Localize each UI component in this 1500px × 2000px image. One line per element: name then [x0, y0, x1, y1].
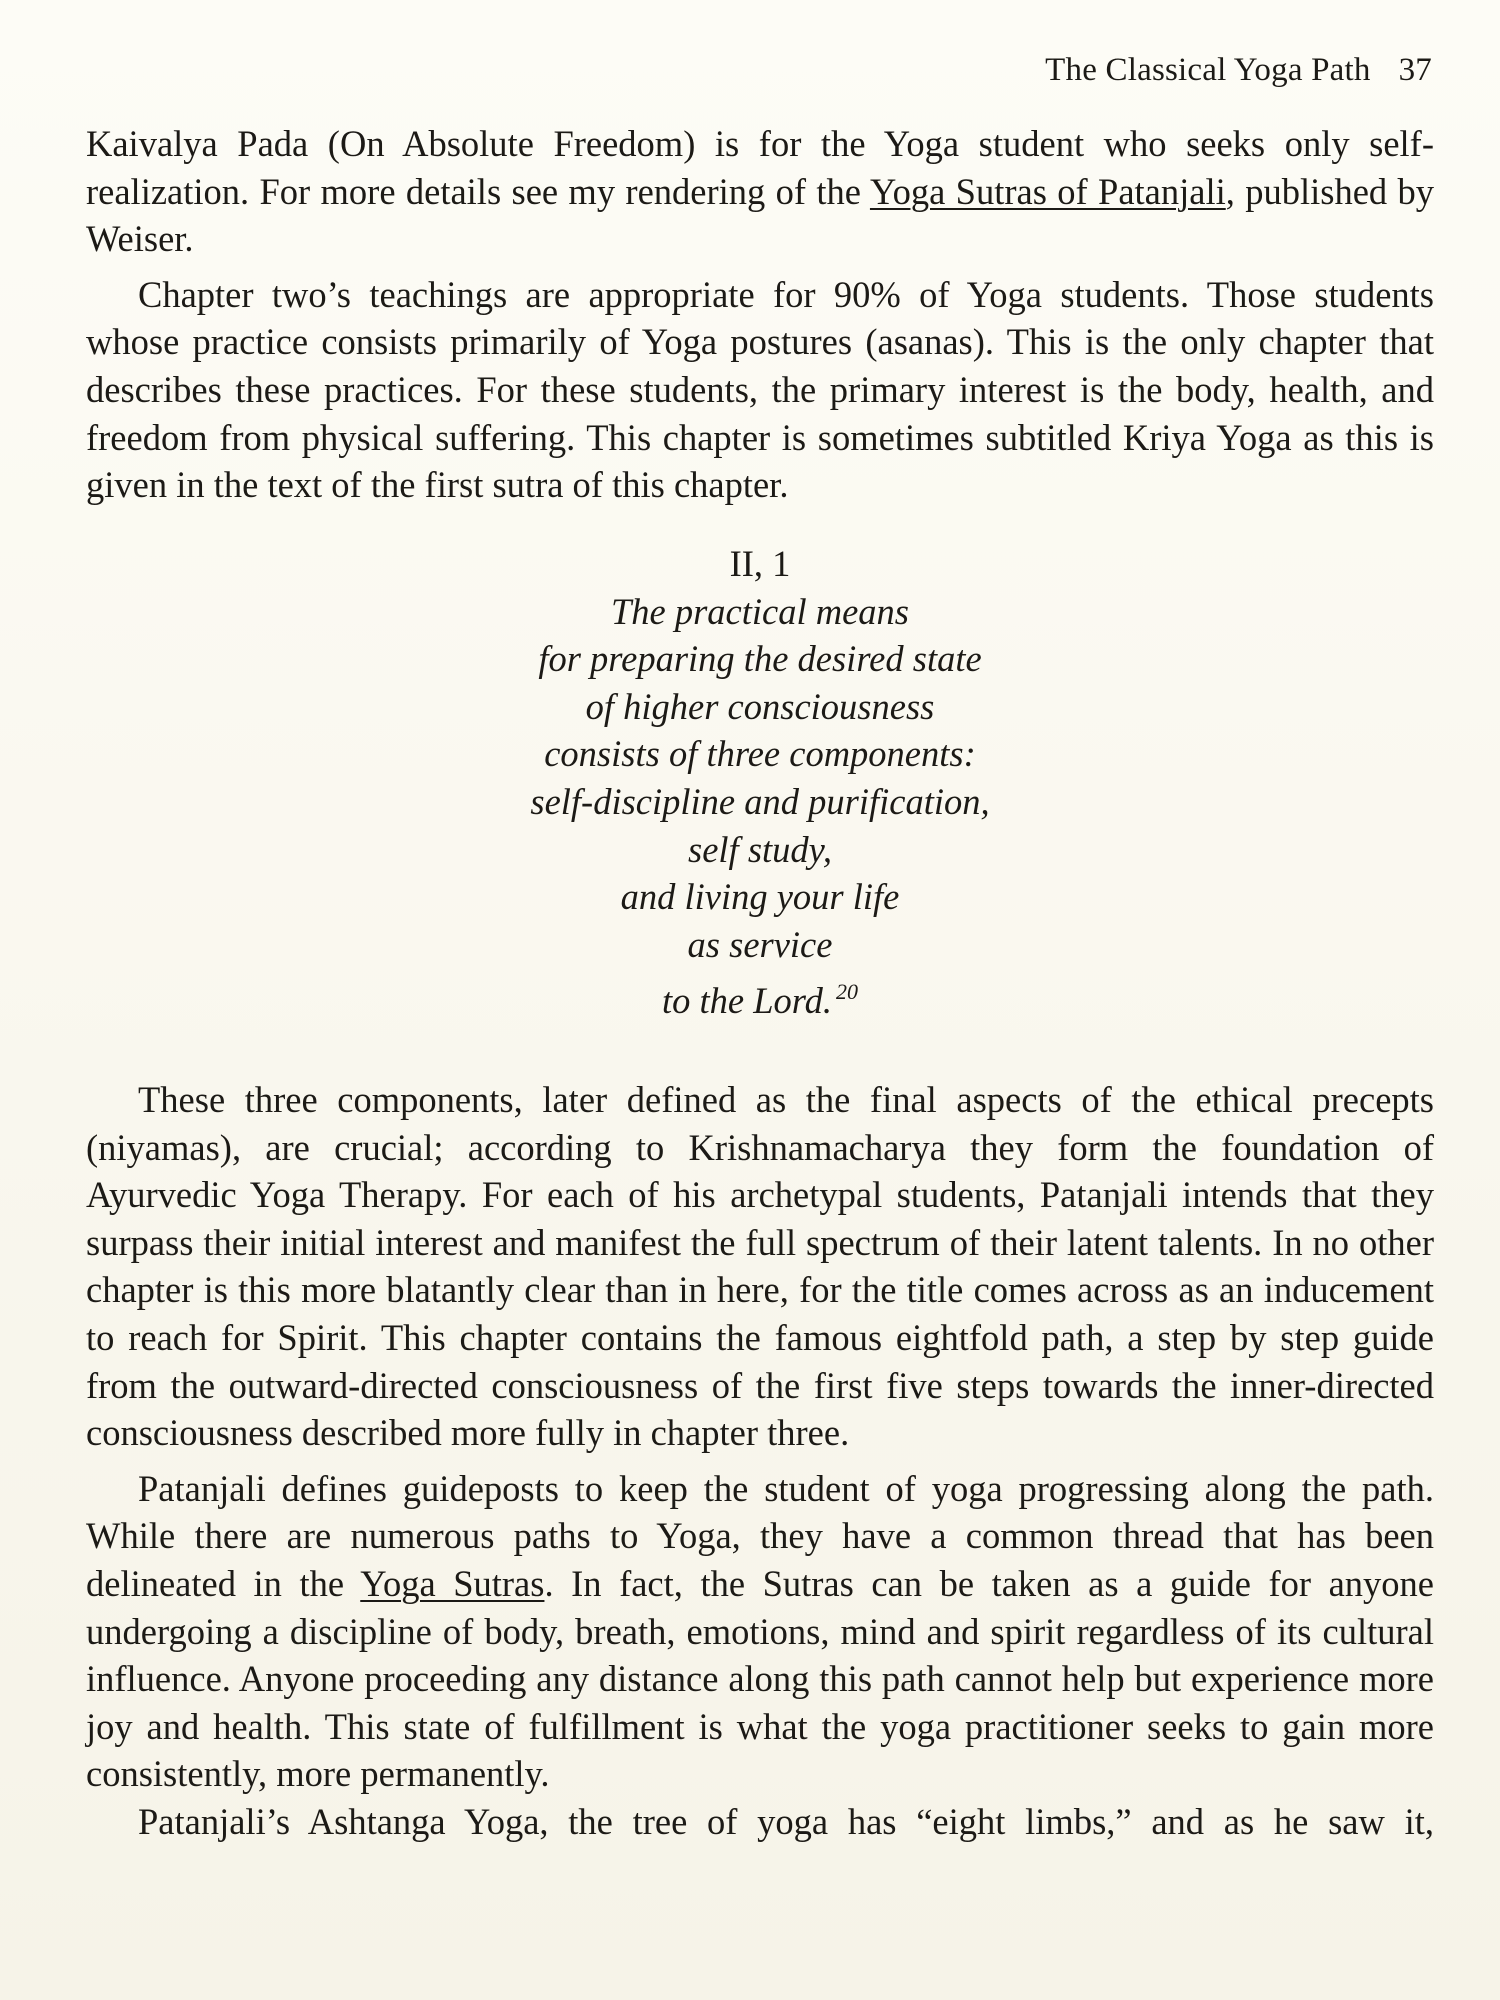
sutra-number: II, 1	[729, 543, 791, 584]
paragraph-text: Kaivalya Pada (On Absolute Freedom) is for the Yoga student who seeks only self-realization. For more details see my rendering of the	[86, 123, 1434, 212]
paragraph-chapter-two: Chapter two’s teachings are appropriate for 90% of Yoga students. Those students whose practice consists primarily of Yoga postures (asanas). This is the only chapter that describes these practices. For these students, the primary interest is the body, health, and freedom from physical suffering. This chapter is sometimes subtitled Kriya Yoga as this is given in the text of the first sutra of this chapter.	[86, 273, 1434, 506]
paragraph-guideposts	[86, 1465, 1434, 1798]
paragraph-text: Patanjali defines guideposts to keep the student of yoga progressing along the path. While there are numerous paths to Yoga, they have a common thread that has been delineated in the	[86, 1467, 1434, 1604]
paragraph-three-components: These three components, later defined as the final aspects of the ethical precepts (niyamas), are crucial; according to Krishnamacharya they form the foundation of Ayurvedic Yoga Therapy. For each of his archetypal students, Patanjali intends that they surpass their initial interest and manifest the full spectrum of their latent talents. In no other chapter is this more blatantly clear than in here, for the title comes across as an inducement to reach for Spirit. This chapter contains the famous eightfold path, a step by step guide from the outward-directed consciousness of the first five steps towards the inner-directed consciousness described more fully in chapter three.	[86, 1079, 1434, 1454]
paragraph-text: , published by Weiser.	[86, 170, 1434, 260]
book-title-yoga-sutras-of-patanjali: Yoga Sutras of Patanjali	[869, 170, 1226, 212]
running-header	[1045, 52, 1432, 89]
sutra-line: self-discipline and purification,	[530, 780, 990, 822]
sutra-line-text: to the Lord.	[661, 980, 832, 1022]
footnote-marker: 20	[836, 979, 858, 1005]
paragraph-text: . In fact, the Sutras can be taken as a guide for anyone undergoing a discipline of body, breath, emotions, mind and spirit regardless of its cultural influence. Anyone proceeding any distance along this path cannot help but experience more joy and health. This state of fulfillment is what the yoga practitioner seeks to gain more consistently, more permanently.	[86, 1562, 1434, 1795]
sutra-line: as service	[687, 923, 833, 965]
body-text	[86, 1076, 1434, 1846]
sutra-line: and living your life	[620, 876, 900, 918]
sutra-line: consists of three components:	[544, 733, 976, 775]
sutra-line: The practical means	[610, 590, 910, 632]
book-title-yoga-sutras: Yoga Sutras	[360, 1562, 545, 1604]
sutra-line-last	[86, 968, 1434, 1025]
sutra-line: for preparing the desired state	[538, 638, 982, 680]
sutra-line: of higher consciousness	[585, 685, 935, 727]
sutra-quote	[86, 540, 1434, 1025]
intro-text	[86, 120, 1434, 509]
paragraph-ashtanga-yoga: Patanjali’s Ashtanga Yoga, the tree of yoga has “eight limbs,” and as he saw it,	[138, 1800, 1434, 1842]
paragraph-kaivalya-pada	[86, 120, 1434, 263]
running-title: The Classical Yoga Path	[1045, 52, 1371, 88]
page-number: 37	[1398, 52, 1432, 88]
sutra-line: self study,	[688, 828, 832, 870]
